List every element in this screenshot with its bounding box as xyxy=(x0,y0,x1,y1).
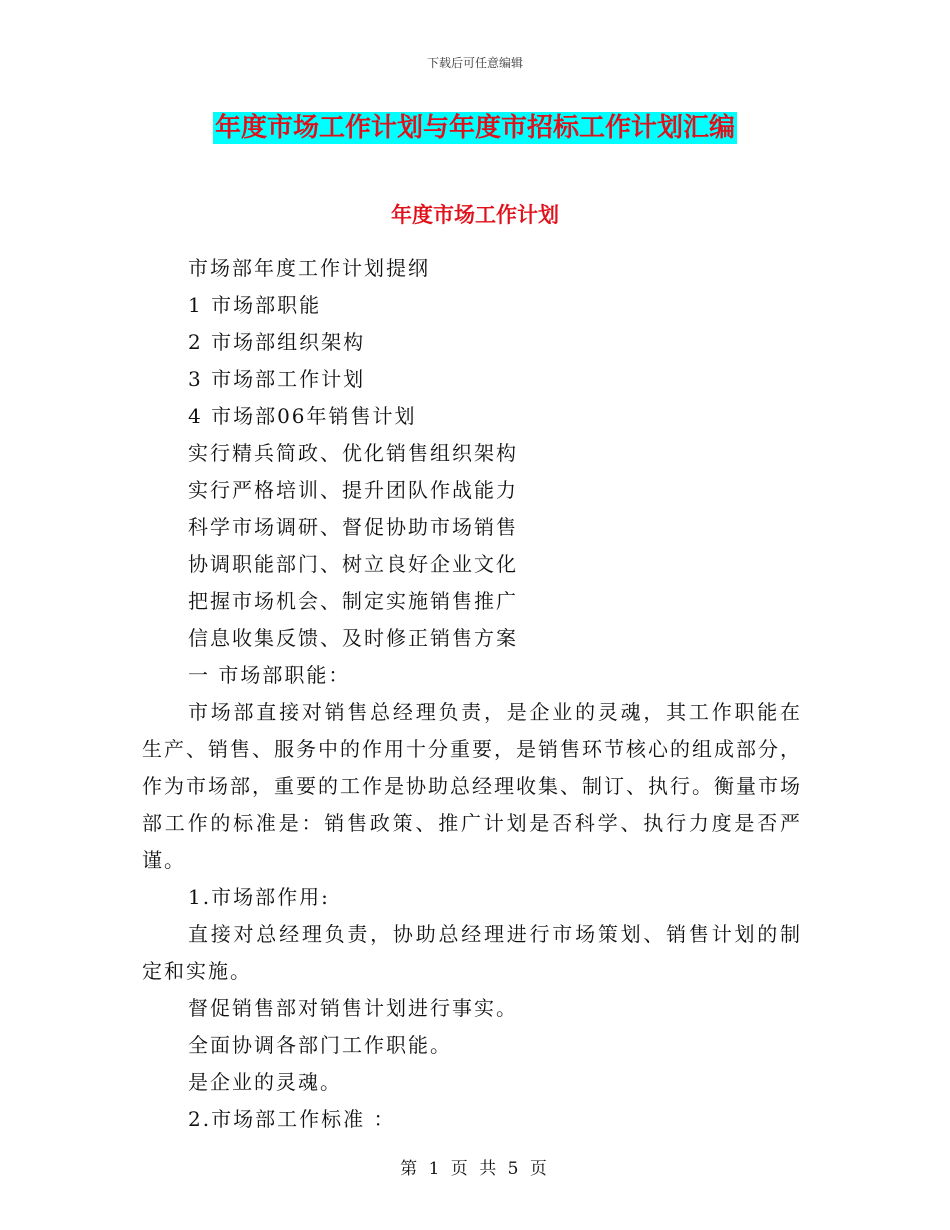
role-heading: 1.市场部作用: xyxy=(188,885,330,909)
function-heading: 一 市场部职能： xyxy=(188,663,351,687)
strategy-item: 协调职能部门、树立良好企业文化 xyxy=(188,552,518,576)
strategy-item: 实行精兵简政、优化销售组织架构 xyxy=(188,441,518,465)
outline-heading: 市场部年度工作计划提纲 xyxy=(188,256,430,280)
page-number-footer: 第 1 页 共 5 页 xyxy=(400,1159,550,1179)
strategy-item: 信息收集反馈、及时修正销售方案 xyxy=(188,626,518,650)
document-body xyxy=(142,250,802,1138)
role-point: 全面协调各部门工作职能。 xyxy=(188,1033,452,1057)
strategy-item: 科学市场调研、督促协助市场销售 xyxy=(188,515,518,539)
outline-item: 2 市场部组织架构 xyxy=(188,330,366,354)
outline-item: 1 市场部职能 xyxy=(188,293,322,317)
document-title xyxy=(0,112,950,147)
role-point: 是企业的灵魂。 xyxy=(188,1070,342,1094)
outline-item: 3 市场部工作计划 xyxy=(188,367,366,391)
strategy-item: 把握市场机会、制定实施销售推广 xyxy=(188,589,518,613)
role-point: 督促销售部对销售计划进行事实。 xyxy=(188,996,518,1020)
function-paragraph: 市场部直接对销售总经理负责，是企业的灵魂，其工作职能在生产、销售、服务中的作用十分重要，是销售环节核心的组成部分，作为市场部，重要的工作是协助总经理收集、制订、执行。衡量市场部工作的标准是：销售政策、推广计划是否科学、执行力度是否严谨。 xyxy=(142,700,802,872)
strategy-item: 实行严格培训、提升团队作战能力 xyxy=(188,478,518,502)
outline-item: 4 市场部06年销售计划 xyxy=(188,404,417,428)
role-paragraph: 直接对总经理负责，协助总经理进行市场策划、销售计划的制定和实施。 xyxy=(142,922,802,983)
standard-heading: 2.市场部工作标准 ： xyxy=(188,1107,396,1131)
page-header: 下载后可任意编辑 xyxy=(426,56,523,70)
document-title-text: 年度市场工作计划与年度市招标工作计划汇编 xyxy=(214,113,735,143)
section-title: 年度市场工作计划 xyxy=(391,203,559,227)
